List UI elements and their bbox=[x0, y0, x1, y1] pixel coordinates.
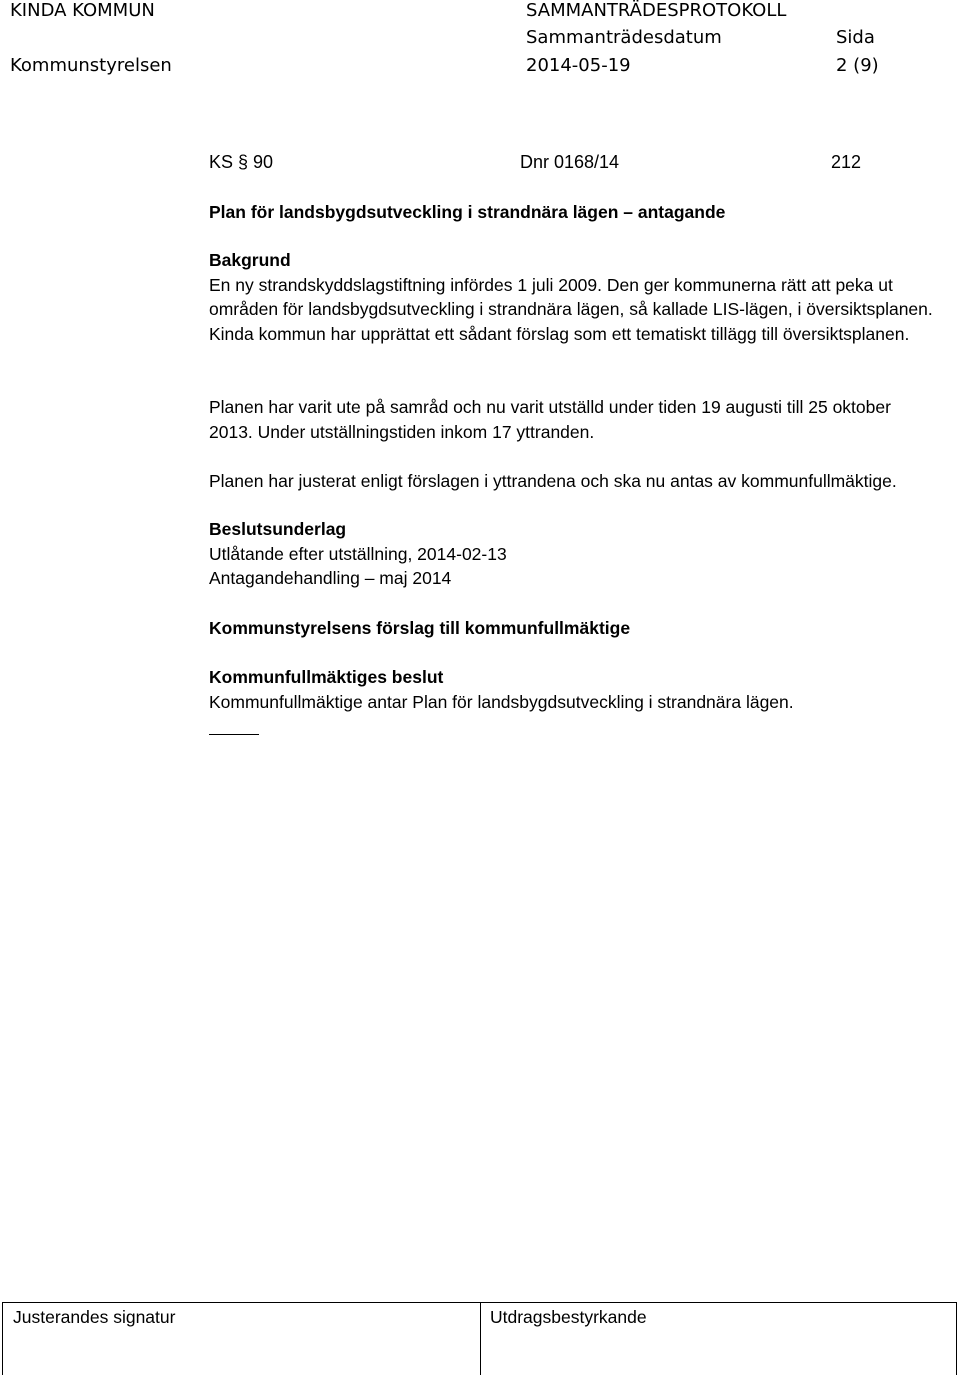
proposal-heading: Kommunstyrelsens förslag till kommunfullmäktige bbox=[209, 618, 631, 638]
body-name: Kommunstyrelsen bbox=[10, 55, 172, 76]
decision-section bbox=[209, 665, 939, 714]
signature-box bbox=[2, 1302, 957, 1375]
background-paragraph-2: Planen har varit ute på samråd och nu varit utställd under tiden 19 augusti till 25 oktober 2013. Under utställningstiden inkom 17 yttranden. bbox=[209, 397, 891, 442]
decision-basis-section bbox=[209, 517, 939, 591]
decision-heading: Kommunfullmäktiges beslut bbox=[209, 667, 444, 687]
certification-label: Utdragsbestyrkande bbox=[490, 1307, 647, 1327]
background-paragraph-3: Planen har justerat enligt förslagen i yttrandena och ska nu antas av kommunfullmäktige. bbox=[209, 471, 897, 491]
date-label: Sammanträdesdatum bbox=[526, 27, 722, 48]
decision-text: Kommunfullmäktige antar Plan för landsbygdsutveckling i strandnära lägen. bbox=[209, 691, 794, 712]
case-number: KS § 90 bbox=[209, 152, 274, 172]
decision-basis-heading: Beslutsunderlag bbox=[209, 519, 347, 539]
closing-rule bbox=[209, 734, 259, 735]
background-section bbox=[209, 248, 939, 346]
decision-basis-item: Utlåtande efter utställning, 2014-02-13 bbox=[209, 543, 507, 564]
decision-basis-item: Antagandehandling – maj 2014 bbox=[209, 568, 452, 588]
proposal-section bbox=[209, 616, 939, 641]
meeting-date: 2014-05-19 bbox=[526, 55, 631, 76]
case-reference-line bbox=[209, 150, 861, 174]
signature-label: Justerandes signatur bbox=[13, 1307, 176, 1327]
background-paragraph-1: En ny strandskyddslagstiftning infördes 1 juli 2009. Den ger kommunerna rätt att peka ut områden för landsbygdsutveckling i strandnära lägen, så kallade LIS-lägen, i översiktsplanen. Kinda kommun har upprättat ett sådant förslag som ett tematiskt tillägg till översiktsplanen. bbox=[209, 274, 933, 344]
signature-box-divider bbox=[480, 1303, 481, 1375]
organization-name: KINDA KOMMUN bbox=[10, 0, 155, 21]
case-code: 212 bbox=[830, 152, 861, 172]
case-title: Plan för landsbygdsutveckling i strandnära lägen – antagande bbox=[209, 202, 726, 222]
page-label: Sida bbox=[836, 27, 875, 48]
page-number: 2 (9) bbox=[836, 55, 879, 76]
background-paragraph-3-block bbox=[209, 469, 949, 494]
dnr-number: Dnr 0168/14 bbox=[520, 152, 620, 172]
background-heading: Bakgrund bbox=[209, 250, 291, 270]
document-type: SAMMANTRÄDESPROTOKOLL bbox=[526, 0, 787, 21]
background-paragraph-2-block bbox=[209, 395, 939, 444]
